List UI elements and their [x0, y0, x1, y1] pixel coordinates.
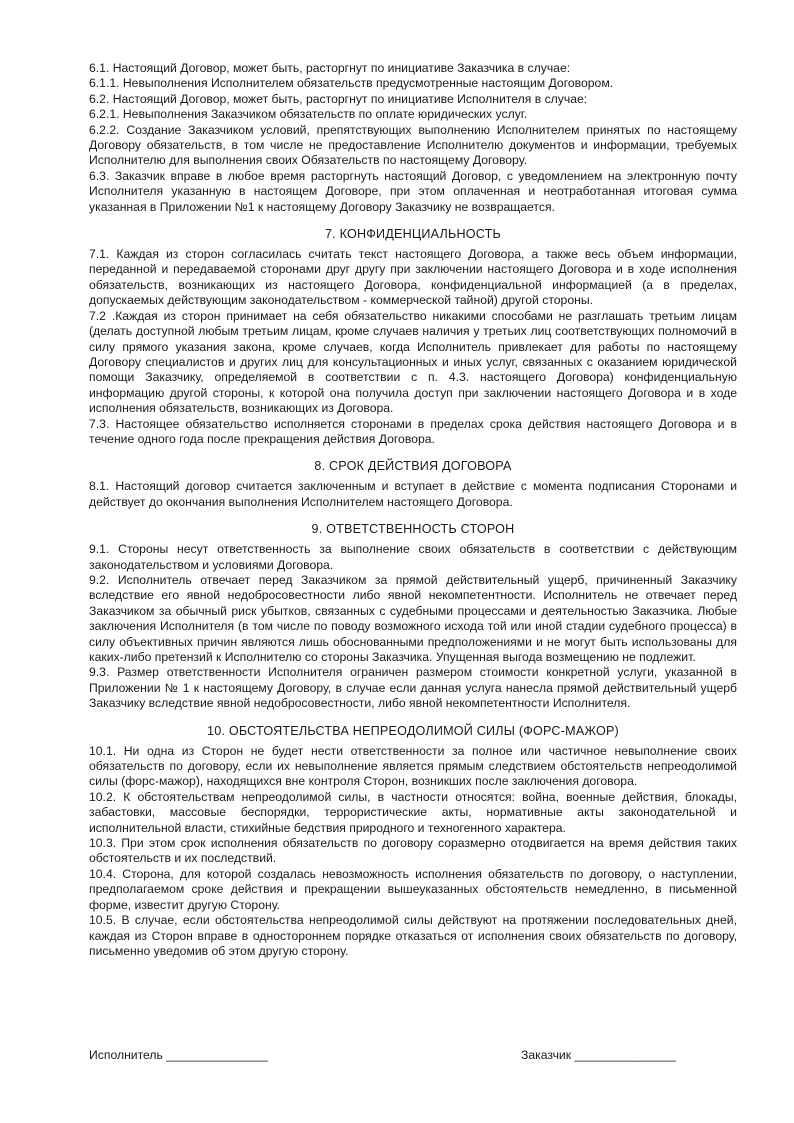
clause-6-2-2: 6.2.2. Создание Заказчиком условий, препятствующих выполнению Исполнителем принятых по настоящему Договору обязательств, в том числе не предоставление Исполнителю документов и информации, требуемых Исполнителю для выполнения своих Обязательств по настоящему Договору.	[89, 122, 737, 168]
clause-9-1: 9.1. Стороны несут ответственность за выполнение своих обязательств в соответствии с действующим законодательством и условиями Договора.	[89, 542, 737, 572]
clause-6-3: 6.3. Заказчик вправе в любое время расторгнуть настоящий Договор, с уведомлением на электронную почту Исполнителя указанную в настоящем Договоре, при этом оплаченная и неотработанная итоговая сумма указанная в Приложении №1 к настоящему Договору Заказчику не возвращается.	[89, 168, 737, 214]
section-8-title: 8. СРОК ДЕЙСТВИЯ ДОГОВОРА	[314, 459, 512, 474]
section-7	[89, 226, 737, 447]
section-10	[89, 723, 737, 960]
section-10-title: 10. ОБСТОЯТЕЛЬСТВА НЕПРЕОДОЛИМОЙ СИЛЫ (ФОРС-МАЖОР)	[207, 723, 619, 738]
clause-9-3: 9.3. Размер ответственности Исполнителя ограничен размером стоимости конкретной услуги, указанной в Приложении № 1 к настоящему Договору, в случае если данная услуга нанесла прямой действительный ущерб Заказчику вследствие явной недобросовестности, либо явной некомпетентности Исполнителя.	[89, 665, 737, 711]
section-8	[89, 458, 737, 510]
document-body	[89, 61, 737, 959]
section-9-title: 9. ОТВЕТСТВЕННОСТЬ СТОРОН	[311, 522, 515, 537]
clause-10-5: 10.5. В случае, если обстоятельства непреодолимой силы действуют на протяжении последовательных дней, каждая из Сторон вправе в одностороннем порядке отказаться от исполнения своих обязательств по договору, письменно уведомив об этом другую сторону.	[89, 913, 737, 958]
clause-7-2: 7.2 .Каждая из сторон принимает на себя обязательство никакими способами не разглашать третьим лицам (делать доступной любым третьим лицам, кроме случаев наличия у третьих лиц соответствующих полномочий в силу прямого указания закона, кроме случаев, когда Исполнитель привлекает для работы по настоящему Договору специалистов и других лиц для консультационных и иных услуг, связанных с оказанием юридической помощи Заказчику, определяемой в соответствии с п. 4.3. настоящего Договора) конфиденциальную информацию другой стороны, к которой она получила доступ при заключении настоящего Договора и в ходе исполнения обязательств, возникающих из Договора.	[89, 308, 737, 416]
section-6	[89, 61, 737, 215]
clause-10-1: 10.1. Ни одна из Сторон не будет нести ответственности за полное или частичное невыполнение своих обязательств по договору, если их невыполнение является прямым следствием обстоятельств непреодолимой силы (форс-мажор), находящихся вне контроля Сторон, возникших после заключения договора.	[89, 743, 737, 789]
clause-6-2: 6.2. Настоящий Договор, может быть, расторгнут по инициативе Исполнителя в случае:	[89, 91, 588, 106]
clause-10-4: 10.4. Сторона, для которой создалась невозможность исполнения обязательств по договору, о наступлении, предполагаемом сроке действия и прекращении вышеуказанных обстоятельств немедленно, в письменной форме, известит другую Сторону.	[89, 866, 737, 912]
clause-7-3: 7.3. Настоящее обязательство исполняется сторонами в пределах срока действия настоящего Договора и в течение одного года после прекращения действия Договора.	[89, 416, 737, 446]
customer-signature-line: Заказчик _______________	[521, 1048, 677, 1062]
clause-10-2: 10.2. К обстоятельствам непреодолимой силы, в частности относятся: война, военные действия, блокады, забастовки, массовые беспорядки, террористические акты, нормативные акты законодательной и исполнительной власти, стихийные бедствия природного и техногенного характера.	[89, 789, 737, 835]
executor-signature-line: Исполнитель _______________	[89, 1048, 268, 1062]
clause-8-1: 8.1. Настоящий договор считается заключенным и вступает в действие с момента подписания Сторонами и действует до окончания выполнения Исполнителем настоящего Договора.	[89, 479, 737, 509]
clause-7-1: 7.1. Каждая из сторон согласилась считать текст настоящего Договора, а также весь объем информации, переданной и передаваемой сторонами друг другу при заключении настоящего Договора и в ходе исполнения обязательств, возникающих из настоящего Договора, конфиденциальной информацией (а в пределах, допускаемых действующим законодательством - коммерческой тайной) другой стороны.	[89, 247, 737, 308]
clause-6-1: 6.1. Настоящий Договор, может быть, расторгнут по инициативе Заказчика в случае:	[89, 61, 571, 75]
clause-10-3: 10.3. При этом срок исполнения обязательств по договору соразмерно отодвигается на время действия таких обстоятельств и их последствий.	[89, 836, 737, 866]
section-9	[89, 521, 737, 711]
clause-6-1-1: 6.1.1. Невыполнения Исполнителем обязательств предусмотренные настоящим Договором.	[89, 76, 614, 91]
clause-9-2: 9.2. Исполнитель отвечает перед Заказчиком за прямой действительный ущерб, причиненный Заказчику вследствие его явной недобросовестности либо явной некомпетентности. Исполнитель не отвечает перед Заказчиком за обычный риск убытков, связанных с судебными процессами и деятельностью Заказчика. Любые заключения Исполнителя (в том числе по поводу возможного исхода той или иной стадии судебного процесса) в силу объективных причин являются лишь обоснованными предположениями и не могут быть использованы для каких-либо претензий к Исполнителю со стороны Заказчика. Упущенная выгода возмещению не подлежит.	[89, 572, 737, 664]
section-7-title: 7. КОНФИДЕНЦИАЛЬНОСТЬ	[324, 227, 502, 242]
clause-6-2-1: 6.2.1. Невыполнения Заказчиком обязательств по оплате юридических услуг.	[89, 107, 528, 122]
